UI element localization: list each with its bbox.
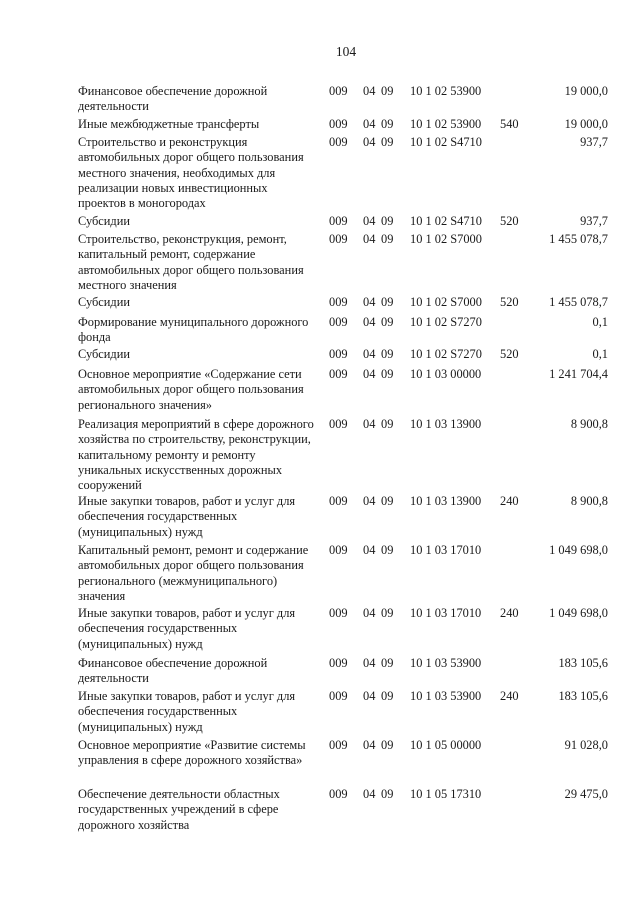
row-pr: 09 — [381, 84, 394, 98]
row-vr: 520 — [500, 347, 519, 361]
row-name: Финансовое обеспечение дорожной деятельности — [78, 656, 268, 686]
row-rz: 04 — [363, 738, 376, 752]
row-csr: 10 1 02 S7270 — [410, 315, 482, 329]
row-sum: 8 900,8 — [570, 494, 608, 508]
row-gr: 009 — [329, 606, 348, 620]
row-name: Субсидии — [78, 295, 130, 309]
row-csr: 10 1 03 13900 — [410, 417, 482, 431]
row-name: Иные закупки товаров, работ и услуг для обеспечения государственных (муниципальных) нужд — [78, 689, 296, 734]
row-rz: 04 — [363, 84, 376, 98]
row-name: Иные межбюджетные трансферты — [78, 117, 260, 131]
row-pr: 09 — [381, 787, 394, 801]
row-sum: 183 105,6 — [558, 656, 608, 670]
row-sum: 29 475,0 — [564, 787, 608, 801]
row-sum: 91 028,0 — [564, 738, 608, 752]
row-pr: 09 — [381, 367, 394, 381]
row-gr: 009 — [329, 315, 348, 329]
row-gr: 009 — [329, 84, 348, 98]
row-gr: 009 — [329, 295, 348, 309]
row-rz: 04 — [363, 315, 376, 329]
row-vr: 520 — [500, 214, 519, 228]
row-csr: 10 1 02 S7000 — [410, 232, 482, 246]
row-sum: 8 900,8 — [570, 417, 608, 431]
row-gr: 009 — [329, 494, 348, 508]
row-vr: 540 — [500, 117, 519, 131]
row-gr: 009 — [329, 787, 348, 801]
row-csr: 10 1 03 17010 — [410, 606, 482, 620]
row-sum: 19 000,0 — [564, 84, 608, 98]
row-rz: 04 — [363, 347, 376, 361]
row-pr: 09 — [381, 117, 394, 131]
row-rz: 04 — [363, 606, 376, 620]
row-csr: 10 1 02 53900 — [410, 117, 482, 131]
row-name: Иные закупки товаров, работ и услуг для обеспечения государственных (муниципальных) нужд — [78, 606, 296, 651]
row-csr: 10 1 03 53900 — [410, 656, 482, 670]
row-csr: 10 1 05 00000 — [410, 738, 482, 752]
row-gr: 009 — [329, 417, 348, 431]
row-name: Обеспечение деятельности областных государственных учреждений в сфере дорожного хозяйства — [78, 787, 280, 832]
row-sum: 0,1 — [592, 315, 608, 329]
row-pr: 09 — [381, 135, 394, 149]
row-sum: 1 049 698,0 — [549, 543, 608, 557]
row-csr: 10 1 05 17310 — [410, 787, 482, 801]
row-sum: 937,7 — [580, 135, 608, 149]
row-pr: 09 — [381, 543, 394, 557]
row-pr: 09 — [381, 417, 394, 431]
row-sum: 1 241 704,4 — [549, 367, 608, 381]
row-vr: 240 — [500, 494, 519, 508]
row-csr: 10 1 02 S4710 — [410, 135, 482, 149]
row-gr: 009 — [329, 347, 348, 361]
row-pr: 09 — [381, 656, 394, 670]
row-csr: 10 1 03 53900 — [410, 689, 482, 703]
row-sum: 183 105,6 — [558, 689, 608, 703]
row-name: Субсидии — [78, 347, 130, 361]
row-gr: 009 — [329, 232, 348, 246]
row-rz: 04 — [363, 689, 376, 703]
row-name: Капитальный ремонт, ремонт и содержание автомобильных дорог общего пользования регионального (межмуниципального) значения — [78, 543, 309, 603]
row-name: Строительство, реконструкция, ремонт, капитальный ремонт, содержание автомобильных дорог общего пользования местного значения — [78, 232, 304, 292]
row-name: Иные закупки товаров, работ и услуг для обеспечения государственных (муниципальных) нужд — [78, 494, 296, 539]
row-sum: 19 000,0 — [564, 117, 608, 131]
row-rz: 04 — [363, 656, 376, 670]
row-pr: 09 — [381, 295, 394, 309]
row-rz: 04 — [363, 367, 376, 381]
row-name: Финансовое обеспечение дорожной деятельности — [78, 84, 268, 114]
row-name: Реализация мероприятий в сфере дорожного хозяйства по строительству, реконструкции, капитальному ремонту и ремонту уникальных искусственных дорожных сооружений — [78, 417, 314, 493]
row-rz: 04 — [363, 543, 376, 557]
row-gr: 009 — [329, 367, 348, 381]
row-sum: 0,1 — [592, 347, 608, 361]
row-rz: 04 — [363, 232, 376, 246]
row-gr: 009 — [329, 543, 348, 557]
row-gr: 009 — [329, 117, 348, 131]
row-csr: 10 1 03 00000 — [410, 367, 482, 381]
page-number: 104 — [335, 44, 357, 59]
row-rz: 04 — [363, 417, 376, 431]
row-pr: 09 — [381, 315, 394, 329]
row-csr: 10 1 02 53900 — [410, 84, 482, 98]
row-vr: 240 — [500, 606, 519, 620]
row-pr: 09 — [381, 689, 394, 703]
row-pr: 09 — [381, 738, 394, 752]
row-gr: 009 — [329, 214, 348, 228]
row-csr: 10 1 02 S7000 — [410, 295, 482, 309]
row-csr: 10 1 03 17010 — [410, 543, 482, 557]
row-rz: 04 — [363, 295, 376, 309]
row-sum: 1 049 698,0 — [549, 606, 608, 620]
row-rz: 04 — [363, 787, 376, 801]
row-rz: 04 — [363, 494, 376, 508]
row-vr: 520 — [500, 295, 519, 309]
row-pr: 09 — [381, 494, 394, 508]
row-rz: 04 — [363, 135, 376, 149]
row-csr: 10 1 03 13900 — [410, 494, 482, 508]
row-vr: 240 — [500, 689, 519, 703]
row-name: Субсидии — [78, 214, 130, 228]
row-sum: 1 455 078,7 — [549, 232, 608, 246]
row-name: Формирование муниципального дорожного фонда — [78, 315, 309, 345]
row-rz: 04 — [363, 117, 376, 131]
row-pr: 09 — [381, 347, 394, 361]
row-name: Основное мероприятие «Содержание сети автомобильных дорог общего пользования регионального значения» — [78, 367, 304, 412]
row-csr: 10 1 02 S7270 — [410, 347, 482, 361]
row-gr: 009 — [329, 135, 348, 149]
row-sum: 1 455 078,7 — [549, 295, 608, 309]
row-gr: 009 — [329, 738, 348, 752]
row-pr: 09 — [381, 214, 394, 228]
row-name: Основное мероприятие «Развитие системы управления в сфере дорожного хозяйства» — [78, 738, 306, 768]
row-pr: 09 — [381, 606, 394, 620]
row-sum: 937,7 — [580, 214, 608, 228]
row-gr: 009 — [329, 689, 348, 703]
row-csr: 10 1 02 S4710 — [410, 214, 482, 228]
row-rz: 04 — [363, 214, 376, 228]
row-gr: 009 — [329, 656, 348, 670]
row-name: Строительство и реконструкция автомобильных дорог общего пользования местного значения, необходимых для реализации новых инвестиционных проектов в моногородах — [78, 135, 304, 211]
row-pr: 09 — [381, 232, 394, 246]
